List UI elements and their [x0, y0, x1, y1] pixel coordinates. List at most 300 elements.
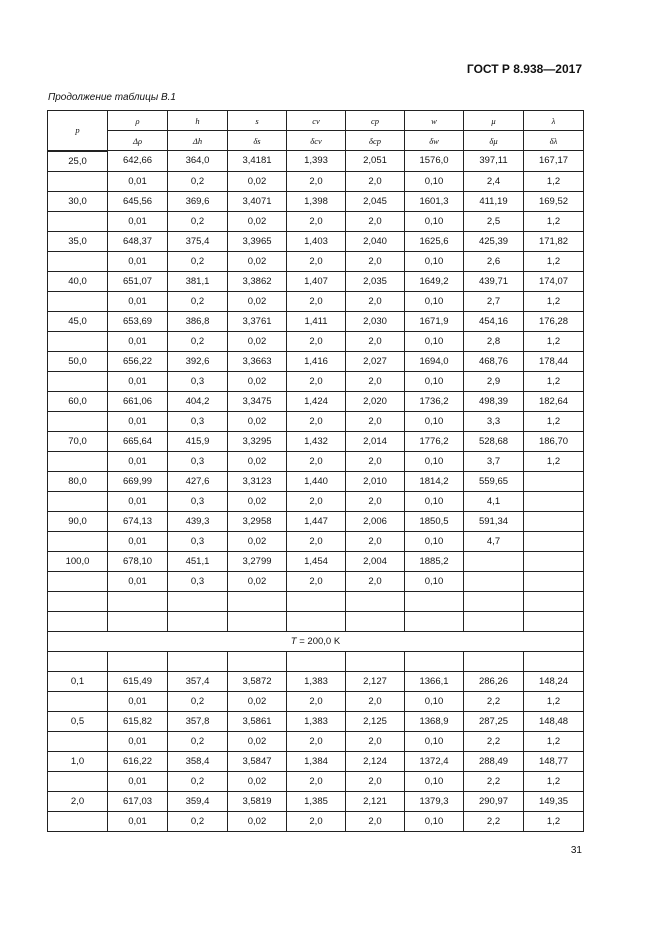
table-cell: 615,82: [108, 711, 168, 731]
table-cell: 0,02: [228, 811, 287, 831]
table-cell: 2,010: [346, 471, 405, 491]
table-cell: 1,383: [287, 711, 346, 731]
table-cell: [287, 651, 346, 671]
table-row: [48, 271, 584, 291]
table-cell: [48, 451, 108, 471]
section-title: [48, 631, 584, 651]
table-row: [48, 651, 584, 671]
table-cell: 0,2: [168, 251, 228, 271]
table-row: [48, 471, 584, 491]
table-cell: 669,99: [108, 471, 168, 491]
table-cell: 0,10: [405, 251, 464, 271]
table-row: [48, 231, 584, 251]
table-cell: 286,26: [464, 671, 524, 691]
table-cell: 148,48: [524, 711, 584, 731]
table-cell: [48, 771, 108, 791]
table-cell: 678,10: [108, 551, 168, 571]
table-cell: 3,7: [464, 451, 524, 471]
table-row: [48, 251, 584, 271]
table-cell: 357,4: [168, 671, 228, 691]
header-delta-s: δs: [228, 131, 287, 151]
table-cell: 0,01: [108, 411, 168, 431]
table-cell: 30,0: [48, 191, 108, 211]
table-cell: 404,2: [168, 391, 228, 411]
table-row: [48, 451, 584, 471]
table-cell: 0,01: [108, 251, 168, 271]
table-cell: 2,0: [346, 211, 405, 231]
table-cell: 3,2799: [228, 551, 287, 571]
document-code: ГОСТ Р 8.938—2017: [466, 62, 582, 76]
table-row: [48, 291, 584, 311]
table-cell: [48, 531, 108, 551]
table-cell: 0,02: [228, 571, 287, 591]
table-cell: 392,6: [168, 351, 228, 371]
table-cell: 2,0: [287, 691, 346, 711]
table-cell: [464, 591, 524, 611]
table-cell: 2,0: [346, 691, 405, 711]
table-cell: [168, 591, 228, 611]
table-row: [48, 211, 584, 231]
table-cell: 3,3965: [228, 231, 287, 251]
table-cell: 1,2: [524, 251, 584, 271]
table-cell: 0,10: [405, 451, 464, 471]
table-cell: 2,0: [287, 731, 346, 751]
header-h: h: [168, 111, 228, 131]
table-cell: 0,01: [108, 451, 168, 471]
table-cell: 0,5: [48, 711, 108, 731]
table-row: [48, 731, 584, 751]
table-cell: 2,0: [287, 411, 346, 431]
table-cell: 2,0: [346, 531, 405, 551]
table-cell: [524, 611, 584, 631]
table-cell: 0,01: [108, 811, 168, 831]
table-cell: 2,0: [346, 251, 405, 271]
table-cell: 359,4: [168, 791, 228, 811]
table-cell: [228, 611, 287, 631]
table-cell: [524, 491, 584, 511]
table-cell: 2,0: [287, 171, 346, 191]
table-cell: 0,01: [108, 731, 168, 751]
table-cell: 176,28: [524, 311, 584, 331]
table-cell: [464, 651, 524, 671]
table-cell: 2,0: [346, 371, 405, 391]
header-delta-cv: δcv: [287, 131, 346, 151]
table-cell: 0,01: [108, 571, 168, 591]
header-delta-cp: δcp: [346, 131, 405, 151]
table-cell: 2,027: [346, 351, 405, 371]
table-cell: 3,5847: [228, 751, 287, 771]
table-cell: 451,1: [168, 551, 228, 571]
table-cell: 2,0: [287, 531, 346, 551]
table-cell: 439,3: [168, 511, 228, 531]
table-cell: [346, 591, 405, 611]
header-delta-h: Δh: [168, 131, 228, 151]
table-cell: [48, 651, 108, 671]
table-cell: 358,4: [168, 751, 228, 771]
table-header: [48, 111, 584, 151]
table-cell: 0,10: [405, 331, 464, 351]
table-row: [48, 691, 584, 711]
table-cell: 2,2: [464, 771, 524, 791]
table-cell: 2,051: [346, 151, 405, 172]
table-cell: [48, 811, 108, 831]
table-cell: 642,66: [108, 151, 168, 172]
table-cell: 2,9: [464, 371, 524, 391]
table-cell: [168, 611, 228, 631]
table-cell: 0,2: [168, 291, 228, 311]
table-cell: 0,10: [405, 691, 464, 711]
table-cell: 2,124: [346, 751, 405, 771]
header-delta-mu: δμ: [464, 131, 524, 151]
table-row: [48, 571, 584, 591]
table-cell: [48, 171, 108, 191]
table-cell: 0,02: [228, 771, 287, 791]
header-mu: μ: [464, 111, 524, 131]
table-cell: 0,01: [108, 491, 168, 511]
table-cell: 3,5872: [228, 671, 287, 691]
table-cell: 2,040: [346, 231, 405, 251]
table-cell: 397,11: [464, 151, 524, 172]
table-body-a: [48, 151, 584, 632]
table-cell: 2,0: [48, 791, 108, 811]
table-cell: 80,0: [48, 471, 108, 491]
table-cell: [464, 571, 524, 591]
table-cell: 25,0: [48, 151, 108, 172]
table-cell: 70,0: [48, 431, 108, 451]
table-cell: 148,24: [524, 671, 584, 691]
table-cell: 0,10: [405, 491, 464, 511]
table-cell: 1814,2: [405, 471, 464, 491]
table-cell: 3,3295: [228, 431, 287, 451]
table-cell: [48, 731, 108, 751]
table-row: [48, 371, 584, 391]
table-cell: [48, 411, 108, 431]
table-cell: 1,398: [287, 191, 346, 211]
table-cell: 3,5819: [228, 791, 287, 811]
table-cell: [464, 611, 524, 631]
table-row: [48, 431, 584, 451]
table-cell: 468,76: [464, 351, 524, 371]
table-cell: 1,2: [524, 291, 584, 311]
section-title-text: = 200,0 K: [296, 635, 341, 647]
table-cell: 1776,2: [405, 431, 464, 451]
table-row: [48, 171, 584, 191]
header-delta-w: δw: [405, 131, 464, 151]
table-cell: 186,70: [524, 431, 584, 451]
table-cell: 287,25: [464, 711, 524, 731]
table-cell: 3,3761: [228, 311, 287, 331]
table-cell: 591,34: [464, 511, 524, 531]
table-cell: 1,407: [287, 271, 346, 291]
table-cell: 2,0: [287, 371, 346, 391]
header-lambda: λ: [524, 111, 584, 131]
table-cell: 0,01: [108, 211, 168, 231]
table-cell: 386,8: [168, 311, 228, 331]
table-cell: 3,3: [464, 411, 524, 431]
table-cell: 0,01: [108, 371, 168, 391]
table-row: [48, 391, 584, 411]
table-cell: [346, 611, 405, 631]
table-cell: 2,2: [464, 731, 524, 751]
table-cell: 1,2: [524, 331, 584, 351]
table-cell: 0,02: [228, 171, 287, 191]
header-w: w: [405, 111, 464, 131]
table-cell: 0,01: [108, 291, 168, 311]
table-cell: 0,01: [108, 771, 168, 791]
table-row: [48, 191, 584, 211]
table-cell: 2,004: [346, 551, 405, 571]
table-cell: [168, 651, 228, 671]
table-cell: 2,0: [287, 251, 346, 271]
table-row: [48, 791, 584, 811]
table-cell: 1671,9: [405, 311, 464, 331]
table-cell: 665,64: [108, 431, 168, 451]
header-cp: cp: [346, 111, 405, 131]
table-cell: 2,5: [464, 211, 524, 231]
table-cell: 0,02: [228, 371, 287, 391]
section-row: [48, 631, 584, 651]
table-cell: [287, 591, 346, 611]
table-cell: 656,22: [108, 351, 168, 371]
table-cell: 1,447: [287, 511, 346, 531]
table-cell: [48, 331, 108, 351]
table-cell: 439,71: [464, 271, 524, 291]
table-cell: [524, 471, 584, 491]
table-cell: 0,10: [405, 771, 464, 791]
table-cell: 617,03: [108, 791, 168, 811]
table-cell: 2,0: [346, 291, 405, 311]
table-cell: [405, 651, 464, 671]
table-cell: 0,01: [108, 331, 168, 351]
table-cell: 0,3: [168, 411, 228, 431]
table-cell: 1,416: [287, 351, 346, 371]
table-cell: 1,2: [524, 171, 584, 191]
table-cell: 1,411: [287, 311, 346, 331]
table-cell: 375,4: [168, 231, 228, 251]
table-row: [48, 331, 584, 351]
table-cell: 498,39: [464, 391, 524, 411]
table-cell: 0,2: [168, 731, 228, 751]
table-cell: 149,35: [524, 791, 584, 811]
table-cell: 2,0: [346, 771, 405, 791]
table-cell: 1576,0: [405, 151, 464, 172]
table-cell: 2,0: [346, 571, 405, 591]
table-cell: [48, 211, 108, 231]
table-cell: [48, 371, 108, 391]
table-cell: 0,02: [228, 451, 287, 471]
table-cell: [405, 611, 464, 631]
table-cell: 0,2: [168, 811, 228, 831]
data-table: [47, 110, 584, 832]
table-cell: 1694,0: [405, 351, 464, 371]
table-cell: 2,4: [464, 171, 524, 191]
table-cell: 3,5861: [228, 711, 287, 731]
table-row: [48, 711, 584, 731]
table-cell: 3,4071: [228, 191, 287, 211]
table-cell: [48, 291, 108, 311]
table-cell: 0,10: [405, 291, 464, 311]
table-cell: 2,0: [346, 731, 405, 751]
table-cell: 2,121: [346, 791, 405, 811]
table-cell: 1,2: [524, 731, 584, 751]
table-cell: 0,02: [228, 491, 287, 511]
table-row: [48, 511, 584, 531]
table-cell: [524, 551, 584, 571]
table-cell: [405, 591, 464, 611]
table-cell: 1,2: [524, 691, 584, 711]
table-cell: 167,17: [524, 151, 584, 172]
table-cell: 4,1: [464, 491, 524, 511]
table-cell: 0,1: [48, 671, 108, 691]
table-cell: 0,10: [405, 571, 464, 591]
table-cell: 1649,2: [405, 271, 464, 291]
table-cell: 2,8: [464, 331, 524, 351]
table-cell: 0,02: [228, 291, 287, 311]
table-row: [48, 771, 584, 791]
table-cell: 1,432: [287, 431, 346, 451]
table-caption: Продолжение таблицы В.1: [48, 92, 176, 103]
header-rho: ρ: [108, 111, 168, 131]
table-cell: 454,16: [464, 311, 524, 331]
table-cell: 357,8: [168, 711, 228, 731]
table-cell: [108, 591, 168, 611]
table-cell: 1,0: [48, 751, 108, 771]
table-row: [48, 591, 584, 611]
table-cell: 60,0: [48, 391, 108, 411]
table-body-b: [48, 651, 584, 831]
table-cell: 0,3: [168, 451, 228, 471]
table-cell: 0,2: [168, 171, 228, 191]
table-row: [48, 351, 584, 371]
table-cell: 0,01: [108, 171, 168, 191]
table-cell: [48, 251, 108, 271]
table-cell: 651,07: [108, 271, 168, 291]
table-cell: 0,3: [168, 491, 228, 511]
table-cell: 3,3123: [228, 471, 287, 491]
table-cell: 528,68: [464, 431, 524, 451]
table-cell: [524, 511, 584, 531]
table-cell: 2,020: [346, 391, 405, 411]
header-cv: cv: [287, 111, 346, 131]
table-cell: 615,49: [108, 671, 168, 691]
table-cell: 2,0: [346, 171, 405, 191]
table-cell: 0,3: [168, 571, 228, 591]
table-cell: 2,045: [346, 191, 405, 211]
table-cell: 0,10: [405, 211, 464, 231]
table-cell: 1736,2: [405, 391, 464, 411]
table-cell: 2,2: [464, 811, 524, 831]
table-cell: 1,385: [287, 791, 346, 811]
table-cell: 3,3475: [228, 391, 287, 411]
table-cell: [287, 611, 346, 631]
table-cell: 2,0: [287, 211, 346, 231]
header-s: s: [228, 111, 287, 131]
table-cell: 0,02: [228, 731, 287, 751]
table-cell: 0,02: [228, 531, 287, 551]
table-cell: 425,39: [464, 231, 524, 251]
table-cell: 0,02: [228, 211, 287, 231]
table-cell: 2,030: [346, 311, 405, 331]
table-cell: 0,02: [228, 411, 287, 431]
table-cell: 4,7: [464, 531, 524, 551]
table-row: [48, 551, 584, 571]
table-cell: 2,0: [287, 291, 346, 311]
table-cell: 1,393: [287, 151, 346, 172]
table-cell: 1850,5: [405, 511, 464, 531]
table-cell: 674,13: [108, 511, 168, 531]
table-cell: 1372,4: [405, 751, 464, 771]
table-cell: 1,2: [524, 411, 584, 431]
table-cell: 174,07: [524, 271, 584, 291]
table-cell: 2,6: [464, 251, 524, 271]
table-row: [48, 151, 584, 172]
table-cell: [524, 591, 584, 611]
table-row: [48, 531, 584, 551]
table-cell: 364,0: [168, 151, 228, 172]
section-title-symbol: T: [290, 635, 297, 647]
table-cell: 2,0: [346, 411, 405, 431]
table-cell: 0,2: [168, 691, 228, 711]
table-cell: [108, 651, 168, 671]
table-cell: 0,2: [168, 771, 228, 791]
table-row: [48, 411, 584, 431]
table-cell: 559,65: [464, 471, 524, 491]
table-cell: 1,2: [524, 771, 584, 791]
table-cell: [228, 591, 287, 611]
table-cell: 0,02: [228, 331, 287, 351]
table-cell: 2,0: [287, 491, 346, 511]
table-cell: 415,9: [168, 431, 228, 451]
table-row: [48, 671, 584, 691]
table-row: [48, 751, 584, 771]
table-row: [48, 611, 584, 631]
table-row: [48, 491, 584, 511]
table-cell: 3,2958: [228, 511, 287, 531]
table-cell: 0,10: [405, 371, 464, 391]
table-cell: 178,44: [524, 351, 584, 371]
table-cell: 171,82: [524, 231, 584, 251]
table-row: [48, 311, 584, 331]
table-cell: 2,125: [346, 711, 405, 731]
table-cell: 0,10: [405, 411, 464, 431]
table-cell: [48, 611, 108, 631]
table-cell: [48, 571, 108, 591]
table-cell: 1,440: [287, 471, 346, 491]
table-row: [48, 811, 584, 831]
table-cell: 2,006: [346, 511, 405, 531]
table-cell: 45,0: [48, 311, 108, 331]
table-cell: 0,02: [228, 691, 287, 711]
table-cell: 2,0: [287, 771, 346, 791]
table-cell: 661,06: [108, 391, 168, 411]
table-cell: 381,1: [168, 271, 228, 291]
table-cell: 0,3: [168, 531, 228, 551]
table-cell: 653,69: [108, 311, 168, 331]
table-cell: 2,0: [346, 331, 405, 351]
table-cell: 3,4181: [228, 151, 287, 172]
header-delta-lambda: δλ: [524, 131, 584, 151]
table-cell: 35,0: [48, 231, 108, 251]
table-cell: 648,37: [108, 231, 168, 251]
table-cell: 90,0: [48, 511, 108, 531]
table-cell: 0,10: [405, 531, 464, 551]
table-cell: 1366,1: [405, 671, 464, 691]
table-cell: 0,2: [168, 331, 228, 351]
table-cell: [346, 651, 405, 671]
table-cell: 2,0: [346, 451, 405, 471]
table-cell: 645,56: [108, 191, 168, 211]
table-cell: [48, 491, 108, 511]
